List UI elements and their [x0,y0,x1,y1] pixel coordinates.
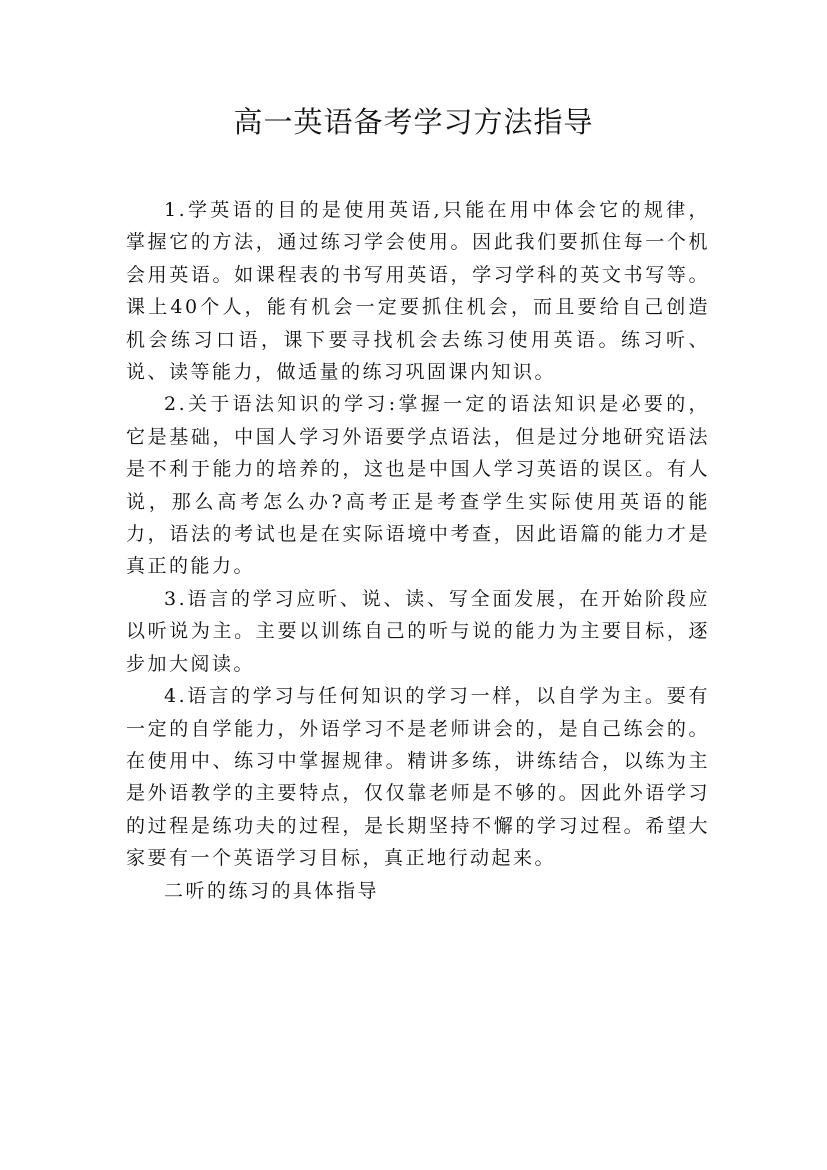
document-body [126,194,710,907]
document-title: 高一英语备考学习方法指导 [233,105,594,139]
section-heading-listening: 二听的练习的具体指导 [164,879,380,902]
paragraph-3: 3.语言的学习应听、说、读、写全面发展，在开始阶段应以听说为主。主要以训练自己的听与说的能力为主要目标，逐步加大阅读。 [126,587,710,675]
paragraph-2: 2.关于语法知识的学习:掌握一定的语法知识是必要的，它是基础，中国人学习外语要学点语法，但是过分地研究语法是不利于能力的培养的，这也是中国人学习英语的误区。有人说，那么高考怎么办?高考正是考查学生实际使用英语的能力，语法的考试也是在实际语境中考查，因此语篇的能力才是真正的能力。 [126,393,710,578]
paragraph-4: 4.语言的学习与任何知识的学习一样，以自学为主。要有一定的自学能力，外语学习不是老师讲会的，是自己练会的。在使用中、练习中掌握规律。精讲多练，讲练结合，以练为主是外语教学的主要特点，仅仅靠老师是不够的。因此外语学习的过程是练功夫的过程，是长期坚持不懈的学习过程。希望大家要有一个英语学习目标，真正地行动起来。 [126,685,710,870]
paragraph-1: 1.学英语的目的是使用英语,只能在用中体会它的规律，掌握它的方法，通过练习学会使用。因此我们要抓住每一个机会用英语。如课程表的书写用英语，学习学科的英文书写等。课上40个人，能有机会一定要抓住机会，而且要给自己创造机会练习口语，课下要寻找机会去练习使用英语。练习听、说、读等能力，做适量的练习巩固课内知识。 [126,199,710,384]
